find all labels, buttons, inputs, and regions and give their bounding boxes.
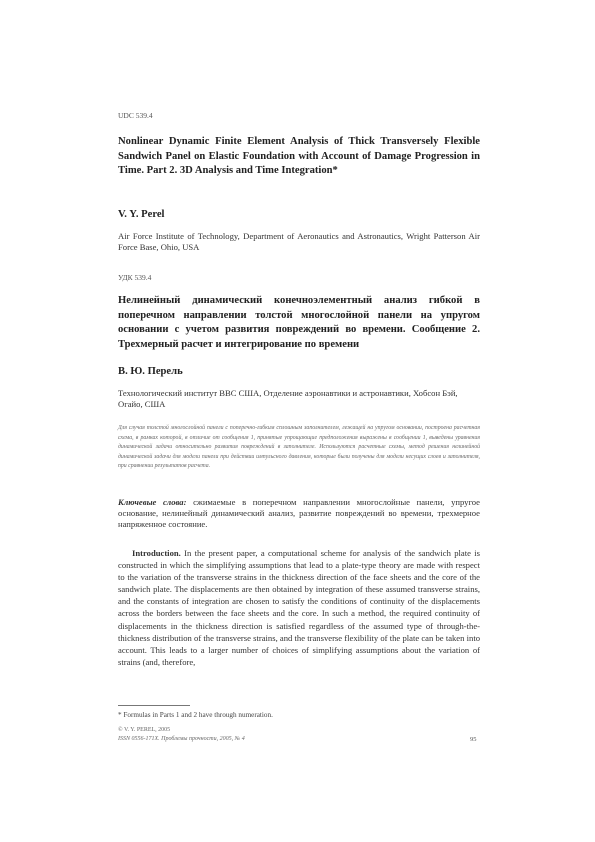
copyright-line: © V. Y. PEREL, 2005 [118, 727, 171, 733]
article-title-russian: Нелинейный динамический конечноэлементный анализ гибкой в поперечном направлении толстой многослойной панели на упругом основании с учетом развития повреждений во времени. Сообщение 2. Трехмерный расчет и интегрирование по времени [118, 295, 480, 350]
footnote-divider [118, 705, 190, 706]
introduction-text: In the present paper, a computational scheme for analysis of the sandwich plate is constructed in which the simplifying assumptions that lead to a plate-type theory are made with respect to the variation of the transverse strains in the thickness direction of the face sheets and the core of the sandwich plate. The displacements are then obtained by integration of these assumed transverse strains, and the constants of integration are chosen to satisfy the conditions of continuity of the displacements across the borders between the face sheets and the core. In such a method, the required continuity of displacements in the thickness direction is satisfied regardless of the assumed type of through-the-thickness distribution of the transverse strains, and the transverse flexibility of the plate can be taken into account. This leads to a larger number of choices of simplifying assumptions about the variation of strains (and, therefore, [118, 548, 481, 667]
author-affiliation-english: Air Force Institute of Technology, Department of Aeronautics and Astronautics, Wright Patterson Air Force Base, Ohio, USA [118, 231, 480, 252]
udc-code-russian: УДК 539.4 [118, 273, 152, 282]
keywords-label: Ключевые слова: [118, 497, 187, 507]
journal-citation: ISSN 0556-171X. Проблемы прочности, 2005, № 4 [118, 736, 245, 742]
author-affiliation-russian: Технологический институт ВВС США, Отделение аэронавтики и астронавтики, Хобсон Бэй, Огайо, США [118, 388, 458, 409]
keywords-paragraph [118, 497, 480, 531]
introduction-paragraph [118, 547, 480, 668]
keywords-text: сжимаемые в поперечном направлении многослойные панели, упругое основание, нелинейный динамический анализ, развитие повреждений во времени, трехмерное напряженное состояние. [118, 497, 480, 530]
article-title-english: Nonlinear Dynamic Finite Element Analysis of Thick Transversely Flexible Sandwich Panel on Elastic Foundation with Account of Damage Progression in Time. Part 2. 3D Analysis and Time Integration* [118, 136, 480, 176]
page-number: 95 [470, 736, 477, 743]
introduction-heading: Introduction. [132, 548, 181, 558]
footnote: * Formulas in Parts 1 and 2 have through numeration. [118, 711, 273, 719]
author-name-russian: В. Ю. Перель [118, 366, 183, 377]
udc-code: UDC 539.4 [118, 111, 153, 120]
abstract-russian: Для случая толстой многослойной панели с поперечно-гибким сплошным заполнителем, лежащей на упругом основании, построена расчетная схема, в рамках которой, в отличие от сообщения 1, принятые упрощающие предположения выражены в сообщении 1, выведены уравнения динамической задачи относительно развития повреждений в заполнителе. Используются расчетные схемы, метод решения нелинейной динамической задачи для модели панели при действии импульсного давления, которые были получены для модели несущих слоев и заполнителя, при сравнении результатов расчета. [118, 425, 480, 470]
author-name-english: V. Y. Perel [118, 209, 165, 220]
